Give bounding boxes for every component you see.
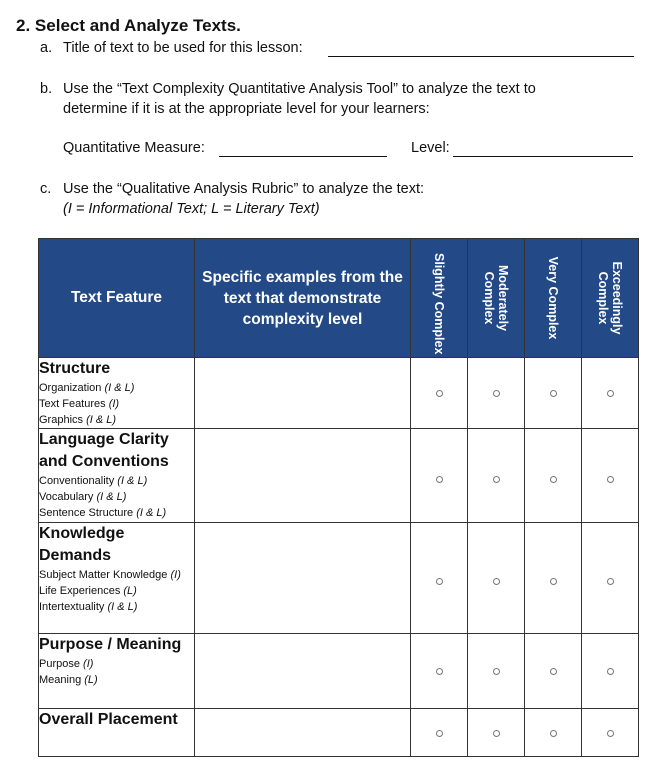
feature-subitem [39, 473, 194, 489]
examples-cell[interactable] [195, 429, 411, 523]
rating-cell-very-complex [525, 523, 582, 634]
subitem-tag: (I & L) [107, 601, 138, 613]
table-row [39, 523, 639, 634]
item-c-text [63, 179, 623, 219]
radio-moderately-complex[interactable] [493, 390, 500, 397]
feature-cell [39, 709, 195, 757]
item-c-instruction: Use the “Qualitative Analysis Rubric” to analyze the text: [63, 181, 425, 197]
rating-cell-slightly-complex [411, 709, 468, 757]
header-text-feature: Text Feature [39, 239, 195, 358]
subitem-name: Vocabulary [39, 491, 94, 503]
quantitative-measure-label: Quantitative Measure: [63, 140, 205, 156]
radio-slightly-complex[interactable] [436, 390, 443, 397]
subitem-name: Intertextuality [39, 601, 105, 613]
feature-title: Knowledge Demands [39, 525, 125, 564]
subitem-name: Sentence Structure [39, 507, 134, 519]
feature-subitem [39, 656, 194, 672]
radio-very-complex[interactable] [550, 668, 557, 675]
radio-slightly-complex[interactable] [436, 730, 443, 737]
rating-cell-exceedingly-complex [582, 634, 639, 709]
subitem-tag: (L) [84, 674, 98, 686]
level-input[interactable] [453, 156, 633, 157]
header-very-complex: Very Complex [525, 239, 582, 358]
feature-cell [39, 358, 195, 429]
radio-exceedingly-complex[interactable] [607, 578, 614, 585]
subitem-tag: (I) [170, 569, 181, 581]
feature-subitem [39, 412, 194, 428]
table-row [39, 709, 639, 757]
rating-cell-slightly-complex [411, 523, 468, 634]
subitem-name: Life Experiences [39, 585, 121, 597]
subitem-tag: (I) [108, 398, 120, 410]
qualitative-rubric-table [38, 238, 639, 757]
rating-cell-moderately-complex [468, 523, 525, 634]
lesson-title-input[interactable] [328, 56, 634, 57]
subitem-name: Text Features [39, 398, 106, 410]
item-b-text: Use the “Text Complexity Quantitative Analysis Tool” to analyze the text to determine if it is at the appropriate level for your learners: [63, 81, 536, 117]
feature-cell [39, 634, 195, 709]
radio-slightly-complex[interactable] [436, 476, 443, 483]
item-c-note: (I = Informational Text; L = Literary Text) [63, 201, 320, 217]
subitem-name: Organization [39, 382, 102, 394]
feature-title: Language Clarity and Conventions [39, 431, 169, 470]
feature-subitem [39, 599, 194, 615]
radio-slightly-complex[interactable] [436, 668, 443, 675]
subitem-name: Meaning [39, 674, 82, 686]
radio-moderately-complex[interactable] [493, 730, 500, 737]
feature-cell [39, 429, 195, 523]
item-a-label: a. [40, 40, 53, 56]
radio-very-complex[interactable] [550, 390, 557, 397]
item-a-text: Title of text to be used for this lesson: [63, 40, 303, 56]
header-exceedingly-complex: Exceedingly Complex [582, 239, 639, 358]
item-b [40, 79, 640, 121]
subitem-tag: (I) [83, 658, 94, 670]
subitem-tag: (I & L) [117, 475, 148, 487]
feature-subitem [39, 380, 194, 396]
rating-cell-slightly-complex [411, 634, 468, 709]
feature-subitem [39, 672, 194, 688]
table-row [39, 634, 639, 709]
table-header-row [39, 239, 639, 358]
rating-cell-exceedingly-complex [582, 429, 639, 523]
subitem-name: Purpose [39, 658, 80, 670]
feature-subitem [39, 583, 194, 599]
rating-cell-very-complex [525, 429, 582, 523]
subitem-name: Graphics [39, 414, 84, 426]
section-title: Select and Analyze Texts. [34, 16, 241, 35]
feature-subitem [39, 567, 194, 583]
subitem-tag: (I & L) [136, 507, 167, 519]
subitem-tag: (I & L) [104, 382, 135, 394]
section-heading [16, 16, 241, 36]
rating-cell-very-complex [525, 634, 582, 709]
radio-very-complex[interactable] [550, 730, 557, 737]
item-c [40, 179, 640, 221]
item-b-label: b. [40, 81, 53, 97]
subitem-tag: (I & L) [86, 414, 117, 426]
rating-cell-exceedingly-complex [582, 358, 639, 429]
quantitative-measure-input[interactable] [219, 156, 387, 157]
radio-very-complex[interactable] [550, 476, 557, 483]
radio-exceedingly-complex[interactable] [607, 730, 614, 737]
header-specific-examples: Specific examples from the text that demonstrate complexity level [195, 239, 411, 358]
rating-cell-slightly-complex [411, 358, 468, 429]
rating-cell-very-complex [525, 709, 582, 757]
level-label: Level: [411, 140, 450, 156]
examples-cell[interactable] [195, 709, 411, 757]
feature-subitem [39, 489, 194, 505]
examples-cell[interactable] [195, 634, 411, 709]
examples-cell[interactable] [195, 523, 411, 634]
feature-cell [39, 523, 195, 634]
radio-exceedingly-complex[interactable] [607, 390, 614, 397]
rating-cell-moderately-complex [468, 429, 525, 523]
radio-moderately-complex[interactable] [493, 578, 500, 585]
header-slightly-complex: Slightly Complex [411, 239, 468, 358]
table-row [39, 429, 639, 523]
examples-cell[interactable] [195, 358, 411, 429]
rating-cell-slightly-complex [411, 429, 468, 523]
subitem-name: Subject Matter Knowledge [39, 569, 168, 581]
radio-slightly-complex[interactable] [436, 578, 443, 585]
rating-cell-exceedingly-complex [582, 709, 639, 757]
feature-title: Structure [39, 360, 111, 377]
rating-cell-very-complex [525, 358, 582, 429]
subitem-name: Conventionality [39, 475, 115, 487]
radio-very-complex[interactable] [550, 578, 557, 585]
radio-exceedingly-complex[interactable] [607, 668, 614, 675]
rating-cell-moderately-complex [468, 634, 525, 709]
feature-subitem [39, 396, 194, 412]
subitem-tag: (L) [123, 585, 137, 597]
radio-exceedingly-complex[interactable] [607, 476, 614, 483]
table-row [39, 358, 639, 429]
item-c-label: c. [40, 181, 52, 197]
feature-subitem [39, 505, 194, 521]
rating-cell-moderately-complex [468, 358, 525, 429]
header-moderately-complex: Moderately Complex [468, 239, 525, 358]
radio-moderately-complex[interactable] [493, 476, 500, 483]
rating-cell-exceedingly-complex [582, 523, 639, 634]
radio-moderately-complex[interactable] [493, 668, 500, 675]
feature-title: Overall Placement [39, 711, 178, 728]
section-number: 2. [16, 16, 31, 35]
subitem-tag: (I & L) [96, 491, 127, 503]
feature-title: Purpose / Meaning [39, 636, 182, 653]
rating-cell-moderately-complex [468, 709, 525, 757]
